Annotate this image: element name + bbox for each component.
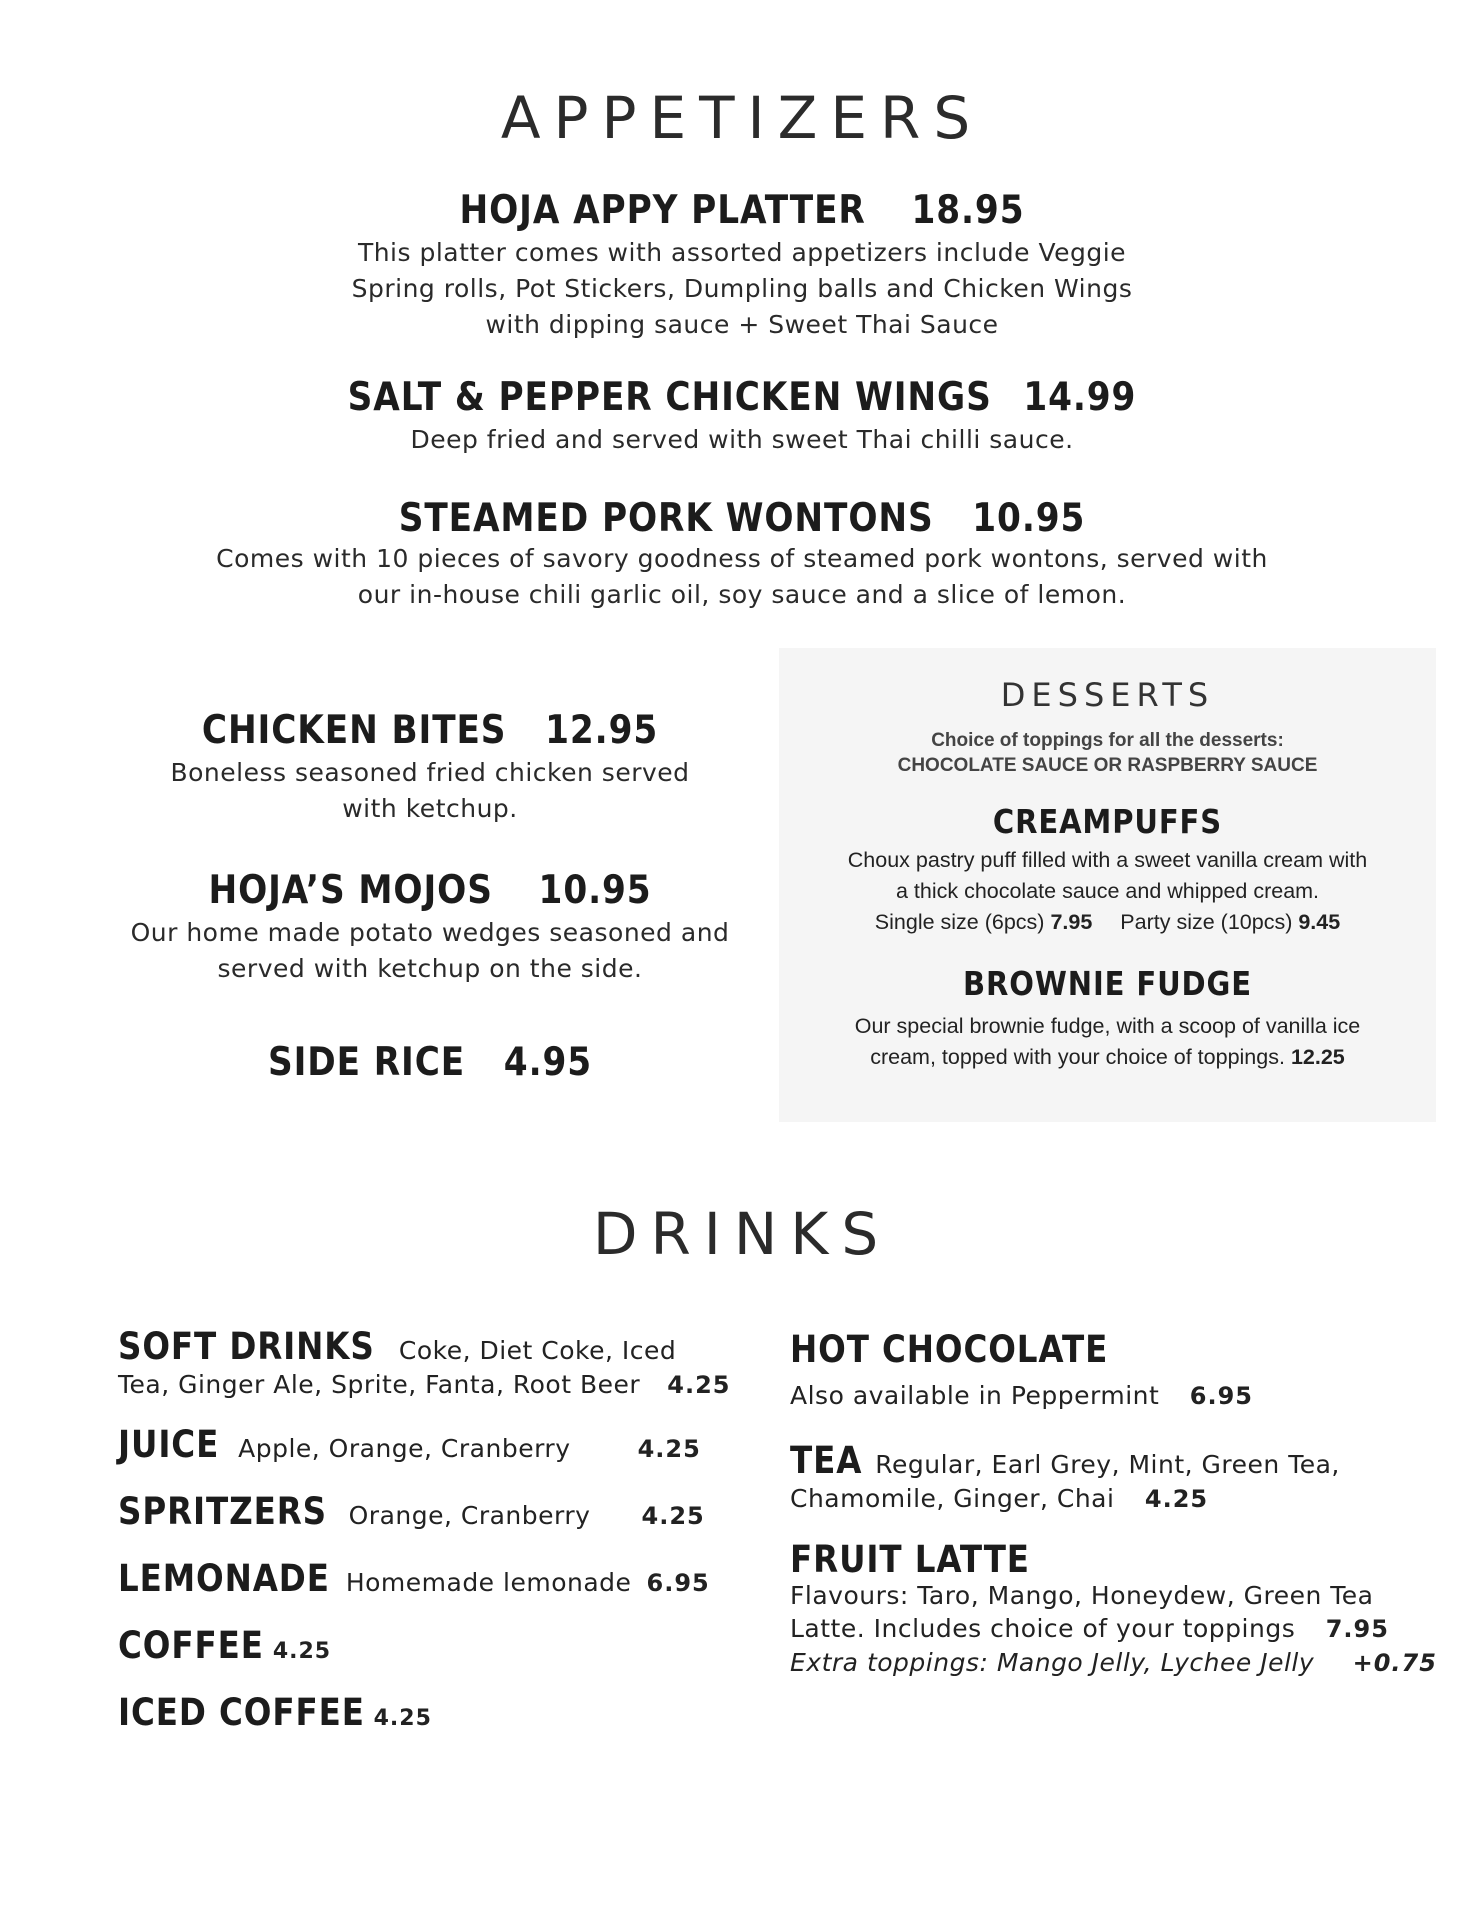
item-name: SIDE RICE xyxy=(267,1040,466,1085)
item-description xyxy=(0,541,1484,613)
extra-toppings-price: +0.75 xyxy=(1352,1649,1437,1677)
menu-item-salt-pepper-wings xyxy=(0,375,1484,458)
item-heading xyxy=(148,868,711,913)
drink-description-line xyxy=(790,1482,1450,1516)
drink-description: Apple, Orange, Cranberry xyxy=(238,1434,571,1463)
creampuffs-description xyxy=(779,845,1436,938)
drink-iced-coffee xyxy=(118,1691,738,1734)
drink-price: 4.25 xyxy=(373,1706,432,1731)
drink-description: Latte. Includes choice of your toppings xyxy=(790,1614,1296,1643)
drink-price: 6.95 xyxy=(646,1569,710,1597)
description-line: Our home made potato wedges seasoned and xyxy=(130,918,730,947)
drink-name: SPRITZERS xyxy=(118,1490,328,1533)
description-line: Deep fried and served with sweet Thai chilli sauce. xyxy=(410,425,1074,454)
appetizers-title: APPETIZERS xyxy=(500,84,984,152)
drink-description: Orange, Cranberry xyxy=(348,1501,591,1530)
description-line: Our special brownie fudge, with a scoop of vanilla ice xyxy=(854,1014,1361,1038)
drink-description: Chamomile, Ginger, Chai xyxy=(790,1484,1115,1513)
drink-name: LEMONADE xyxy=(118,1557,330,1600)
drink-description: Homemade lemonade xyxy=(345,1568,632,1597)
item-name: STEAMED PORK WONTONS xyxy=(398,496,934,541)
drink-name: HOT CHOCOLATE xyxy=(790,1328,1109,1371)
drink-name: JUICE xyxy=(118,1423,220,1466)
drinks-left-column xyxy=(118,1325,738,1734)
item-heading xyxy=(89,188,1395,233)
party-size-label: Party size (10pcs) xyxy=(1120,910,1293,934)
drink-description: Regular, Earl Grey, Mint, Green Tea, xyxy=(875,1450,1340,1479)
drink-name: ICED COFFEE xyxy=(118,1691,365,1734)
item-description xyxy=(0,235,1484,343)
item-description xyxy=(0,422,1484,458)
drink-description: Tea, Ginger Ale, Sprite, Fanta, Root Beer xyxy=(118,1370,641,1399)
item-name: HOJA APPY PLATTER xyxy=(459,188,866,233)
menu-item-steamed-pork-wontons xyxy=(0,496,1484,613)
description-line: a thick chocolate sauce and whipped cream. xyxy=(895,879,1320,903)
description-line: served with ketchup on the side. xyxy=(217,954,643,983)
description-line: our in-house chili garlic oil, soy sauce and a slice of lemon. xyxy=(357,580,1127,609)
item-price: 18.95 xyxy=(911,188,1025,233)
drink-extra-line xyxy=(790,1646,1450,1680)
description-line: Spring rolls, Pot Stickers, Dumpling balls and Chicken Wings xyxy=(351,274,1133,303)
drink-description: Coke, Diet Coke, Iced xyxy=(398,1336,677,1365)
drink-juice xyxy=(118,1423,738,1466)
item-description xyxy=(110,755,750,827)
item-heading xyxy=(89,375,1395,420)
drink-lemonade xyxy=(118,1557,738,1600)
description-line: Boneless seasoned fried chicken served xyxy=(170,758,690,787)
brownie-fudge-name: BROWNIE FUDGE xyxy=(963,964,1252,1003)
item-name: HOJA’S MOJOS xyxy=(208,868,493,913)
description-line: with dipping sauce + Sweet Thai Sauce xyxy=(485,310,999,339)
drink-coffee xyxy=(118,1624,738,1667)
drink-tea xyxy=(790,1439,1450,1516)
menu-item-side-rice xyxy=(110,1040,750,1085)
drink-price: 6.95 xyxy=(1189,1382,1253,1410)
note-line: CHOCOLATE SAUCE OR RASPBERRY SAUCE xyxy=(897,755,1318,776)
drinks-right-column xyxy=(790,1328,1450,1680)
brownie-fudge-price: 12.25 xyxy=(1290,1045,1345,1069)
description-line: cream, topped with your choice of toppings. xyxy=(870,1045,1285,1069)
drink-name: COFFEE xyxy=(118,1624,264,1667)
drink-description: Also available in Peppermint xyxy=(790,1381,1160,1410)
item-price: 4.95 xyxy=(503,1040,593,1085)
item-description xyxy=(110,915,750,987)
item-price: 14.99 xyxy=(1023,375,1137,420)
desserts-panel xyxy=(779,648,1436,1122)
desserts-toppings-note xyxy=(779,728,1436,778)
drink-name: FRUIT LATTE xyxy=(790,1538,1030,1581)
single-size-label: Single size (6pcs) xyxy=(874,910,1045,934)
drink-price: 4.25 xyxy=(637,1435,701,1463)
description-line: This platter comes with assorted appetizers include Veggie xyxy=(357,238,1127,267)
drink-price: 4.25 xyxy=(272,1639,332,1664)
item-name: CHICKEN BITES xyxy=(201,708,507,753)
drink-description-line xyxy=(790,1612,1450,1646)
item-heading xyxy=(148,708,711,753)
menu-item-hojas-mojos xyxy=(110,868,750,987)
drinks-title: DRINKS xyxy=(592,1200,892,1268)
drink-spritzers xyxy=(118,1490,738,1533)
item-heading xyxy=(89,496,1395,541)
description-line: with ketchup. xyxy=(342,794,518,823)
drink-name: TEA xyxy=(790,1439,863,1482)
description-line: Comes with 10 pieces of savory goodness of steamed pork wontons, served with xyxy=(216,544,1268,573)
note-line: Choice of toppings for all the desserts: xyxy=(931,730,1284,751)
drink-description-line xyxy=(790,1579,1450,1612)
drink-price: 4.25 xyxy=(667,1371,731,1399)
drink-price: 4.25 xyxy=(1144,1485,1209,1513)
menu-item-hoja-appy-platter xyxy=(0,188,1484,343)
item-price: 10.95 xyxy=(538,868,652,913)
desserts-title: DESSERTS xyxy=(1000,676,1215,714)
brownie-fudge-description xyxy=(779,1011,1436,1073)
item-heading xyxy=(148,1040,711,1085)
extra-toppings-description: Extra toppings: Mango Jelly, Lychee Jelly xyxy=(790,1648,1315,1677)
drink-price: 4.25 xyxy=(641,1502,705,1530)
party-size-price: 9.45 xyxy=(1298,910,1341,934)
drink-description: Flavours: Taro, Mango, Honeydew, Green Tea xyxy=(790,1581,1374,1610)
drink-price: 7.95 xyxy=(1325,1615,1389,1643)
drink-soft-drinks xyxy=(118,1325,738,1399)
drink-fruit-latte xyxy=(790,1538,1450,1680)
drink-description-line xyxy=(790,1379,1450,1413)
item-price: 12.95 xyxy=(545,708,659,753)
drink-name: SOFT DRINKS xyxy=(118,1325,375,1368)
description-line: Choux pastry puff filled with a sweet vanilla cream with xyxy=(847,848,1368,872)
item-name: SALT & PEPPER CHICKEN WINGS xyxy=(347,375,992,420)
item-price: 10.95 xyxy=(972,496,1086,541)
creampuffs-name: CREAMPUFFS xyxy=(992,802,1223,841)
drink-hot-chocolate xyxy=(790,1328,1450,1413)
single-size-price: 7.95 xyxy=(1050,910,1093,934)
menu-item-chicken-bites xyxy=(110,708,750,827)
